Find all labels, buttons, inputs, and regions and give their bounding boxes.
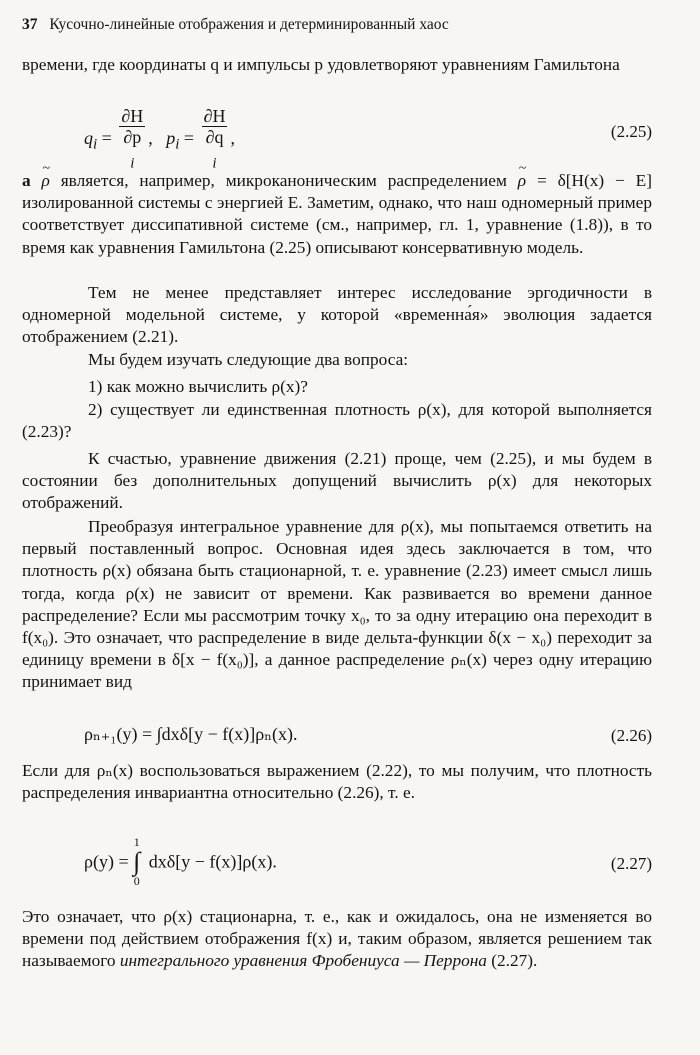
equation-number-2-26: (2.26) bbox=[610, 726, 652, 745]
question-2: 2) существует ли единственная плотность ρ(x), для которой выполняется (2.23)? bbox=[22, 400, 652, 442]
paragraph-7: К счастью, уравнение движения (2.21) проще, чем (2.25), и мы будем в состоянии без дополнительных допущений вычислить ρ(x) для некоторых отображений. bbox=[22, 449, 652, 513]
page-number: 37 bbox=[22, 16, 38, 33]
equation-2-25 bbox=[22, 106, 652, 172]
paragraph-1: времени, где координаты q и импульсы p удовлетворяют уравнениям Гамильтона bbox=[22, 55, 620, 74]
paragraph-10: Это означает, что ρ(x) стационарна, т. е., как и ожидалось, она не изменяется во времени под действием отображения f(x) и, таким образом, является решением так называемого интегрального уравнения Фробениуса — Перрона (2.27). bbox=[22, 907, 652, 971]
equation-2-27-body: ρ(y) = 1 ∫ 0 dxδ[y − f(x)]ρ(x). bbox=[84, 835, 277, 888]
equation-number-2-25: (2.25) bbox=[610, 122, 652, 141]
question-1: 1) как можно вычислить ρ(x)? bbox=[88, 377, 308, 396]
equation-number-2-27: (2.27) bbox=[610, 854, 652, 873]
eq-q: q bbox=[84, 127, 93, 148]
fraction-dH-dp: ∂H ∂p $_i$ bbox=[121, 106, 144, 172]
paragraph-4: Мы будем изучать следующие два вопроса: bbox=[88, 350, 409, 369]
italic-term: интегрального уравнения Фробениуса — Перрона bbox=[119, 951, 487, 971]
integral-0-1: 1 ∫ 0 bbox=[133, 835, 141, 888]
running-header bbox=[22, 16, 662, 34]
paragraph-9: Если для ρₙ(x) воспользоваться выражением (2.22), то мы получим, что плотность распределения инвариантна относительно (2.26), т. е. bbox=[22, 761, 652, 803]
eq-p-dot: p bbox=[166, 127, 176, 148]
equation-2-25-body: $q_i$ = ∂H ∂p $_i$ , $p_i$ = ∂H ∂q $_i$ , bbox=[84, 106, 235, 172]
paragraph-2: а ~ ρ является, например, микроканоническим распределением ~ ρ = δ[H(x) − E] изолированной системы с энергией E. Заметим, однако, что наш одномерный пример соответствует диссипативной системе (см., например, гл. 1, уравнение (1.8)), в то время как уравнения Гамильтона (2.25) описывают консервативную модель. bbox=[22, 170, 652, 259]
running-title: Кусочно-линейные отображения и детерминированный хаос bbox=[49, 16, 449, 33]
paragraph-8: Преобразуя интегральное уравнение для ρ(x), мы попытаемся ответить на первый поставленный вопрос. Основная идея здесь заключается в том, что плотность ρ(x) обязана быть стационарной, т. е. уравнение (2.23) имеет смысл лишь тогда, когда ρ(x) не зависит от времени. Как развивается во времени данное распределение? Если мы рассмотрим точку x₀, то за одну итерацию она переходит в f(x₀). Это означает, что распределение в виде дельта-функции δ(x − x₀) переходит за единицу времени в δ[x − f(x₀)], а данное распределение ρₙ(x) через одну итерацию принимает вид bbox=[22, 517, 652, 692]
fraction-dH-dq: ∂H ∂q $_i$ bbox=[203, 106, 226, 172]
equation-2-27 bbox=[22, 832, 652, 896]
rho-tilde-2: ~ ρ bbox=[518, 170, 526, 192]
rho-tilde: ~ ρ bbox=[42, 170, 50, 192]
equation-2-26-body: ρₙ₊₁(y) = ∫dxδ[y − f(x)]ρₙ(x). bbox=[84, 724, 298, 744]
paragraph-3: Тем не менее представляет интерес исследование эргодичности в одномерной модельной системе, у которой «временна́я» эволюция задается отображением (2.21). bbox=[22, 283, 652, 347]
